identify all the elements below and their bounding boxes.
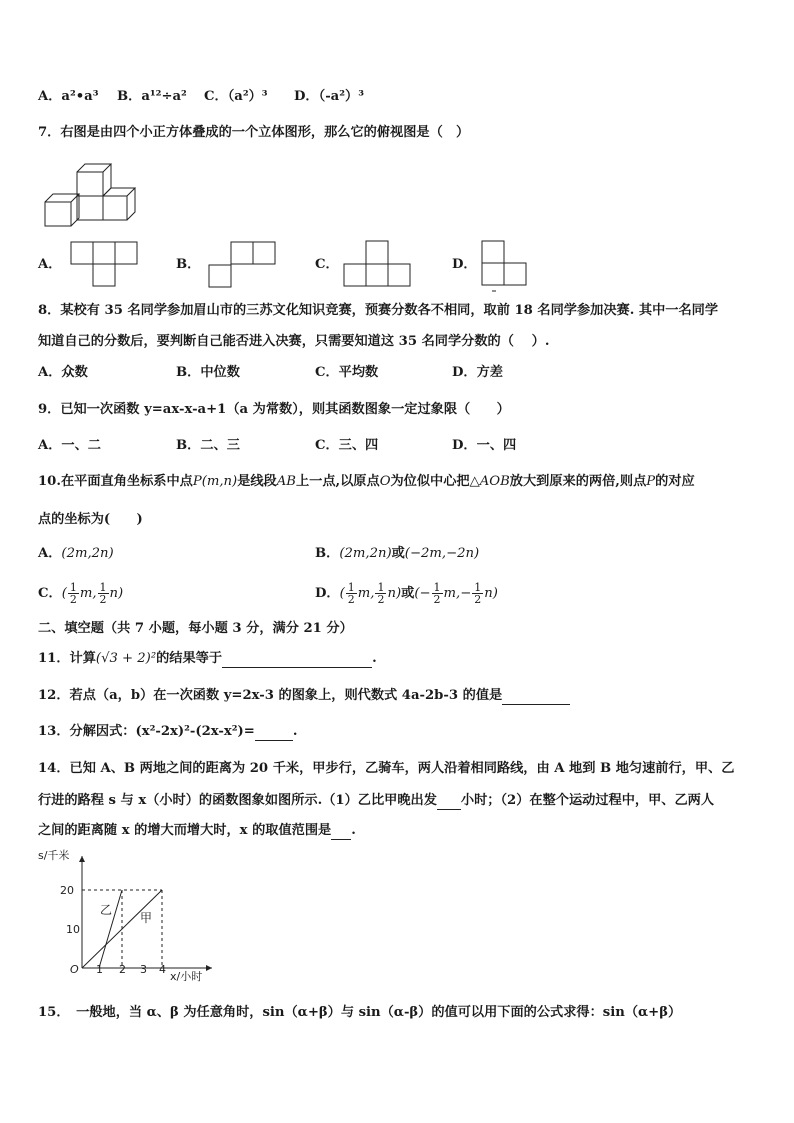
- q15: 15． 一般地，当 α、β 为任意角时，sin（α+β）与 sin（α-β）的值可以用下面的公式求得：sin（α+β）: [38, 1005, 682, 1020]
- q14-blank-1[interactable]: [437, 795, 461, 810]
- q12-answer-blank[interactable]: [502, 690, 570, 705]
- series-jia-label: 甲: [140, 911, 153, 925]
- q7-option-a-figure: [70, 241, 140, 287]
- q9-option-a: A．一、二: [38, 438, 101, 453]
- q7-option-c: C．: [315, 257, 339, 272]
- series-yi-label: 乙: [100, 903, 113, 917]
- q7-option-a: A．: [38, 257, 62, 272]
- q6-option-a: A．a²•a³: [38, 89, 99, 104]
- x-tick-4: 4: [159, 963, 166, 976]
- x-axis-label: x/小时: [170, 970, 203, 983]
- q9-stem: 9．已知一次函数 y=ax-x-a+1（a 为常数），则其函数图象一定过象限（ ）: [38, 402, 510, 417]
- y-tick-20: 20: [60, 884, 74, 897]
- y-tick-10: 10: [66, 923, 80, 936]
- q9-option-c: C．三、四: [315, 438, 379, 453]
- q14-distance-time-graph: [36, 842, 221, 987]
- q7-stem: 7．右图是由四个小正方体叠成的一个立体图形，那么它的俯视图是（ ）: [38, 125, 470, 140]
- q10-option-d: D．( $\frac{1}{2}$ m, $\frac{1}{2}$ n)或(− $\frac{1}{2}$ m,− $\frac{1}{2}$ n): [315, 581, 498, 606]
- q14-line2: 行进的路程 s 与 x（小时）的函数图象如图所示.（1）乙比甲晚出发 小时；（2）在整个运动过程中，甲、乙两人: [38, 793, 715, 808]
- q7-solid-figure: [40, 158, 140, 230]
- q12: 12．若点（a，b）在一次函数 y=2x-3 的图象上，则代数式 4a-2b-3 的值是: [38, 687, 570, 705]
- q7-option-b-figure: [208, 241, 278, 289]
- q7-option-b: B．: [176, 257, 201, 272]
- q10-line1: 10.在平面直角坐标系中点P(m,n)是线段AB上一点,以原点O为位似中心把△AOB放大到原来的两倍,则点P的对应: [38, 474, 695, 489]
- q6-option-c: C．（a²）³: [204, 89, 268, 104]
- x-tick-3: 3: [140, 963, 147, 976]
- q10-option-c: C．( $\frac{1}{2}$ m, $\frac{1}{2}$ n): [38, 581, 124, 606]
- q9-option-b: B．二、三: [176, 438, 240, 453]
- x-tick-2: 2: [119, 963, 126, 976]
- q8-option-a: A．众数: [38, 365, 88, 380]
- q7-option-c-figure: [342, 240, 414, 288]
- q14-line1: 14．已知 A、B 两地之间的距离为 20 千米，甲步行，乙骑车，两人沿着相同路线，由 A 地到 B 地匀速前行，甲、乙: [38, 761, 735, 776]
- q14-blank-2[interactable]: [331, 825, 351, 840]
- q11-answer-blank[interactable]: [222, 653, 372, 668]
- q6-option-d: D．（-a²）³: [294, 89, 364, 104]
- q7-option-d-figure: [480, 239, 532, 293]
- q11: 11．计算(√3 + 2)²的结果等于 .: [38, 651, 377, 666]
- q13-answer-blank[interactable]: [255, 726, 293, 741]
- q8-line2: 知道自己的分数后，要判断自己能否进入决赛，只需要知道这 35 名同学分数的（ ）.: [38, 334, 550, 349]
- q13: 13．分解因式：(x²-2x)²-(2x-x²)= .: [38, 724, 298, 739]
- q6-option-b: B．a¹²÷a²: [117, 89, 187, 104]
- series-yi-line: [99, 890, 122, 968]
- q9-option-d: D．一、四: [452, 438, 517, 453]
- q8-line1: 8．某校有 35 名同学参加眉山市的三苏文化知识竞赛，预赛分数各不相同，取前 18 名同学参加决赛. 其中一名同学: [38, 303, 719, 318]
- q7-option-d: D．: [452, 257, 477, 272]
- q8-option-d: D．方差: [452, 365, 503, 380]
- q10-line2: 点的坐标为( ): [38, 512, 143, 527]
- q8-option-c: C．平均数: [315, 365, 379, 380]
- x-tick-1: 1: [96, 963, 103, 976]
- q8-option-b: B．中位数: [176, 365, 240, 380]
- q10-option-a: A．(2m,2n): [38, 546, 114, 561]
- q14-line3: 之间的距离随 x 的增大而增大时，x 的取值范围是 .: [38, 823, 356, 838]
- y-axis-label: s/千米: [38, 849, 70, 862]
- q10-option-b: B．(2m,2n)或(−2m,−2n): [315, 546, 480, 561]
- origin-label: O: [70, 963, 79, 976]
- section-2-heading: 二、填空题（共 7 小题，每小题 3 分，满分 21 分）: [38, 621, 353, 636]
